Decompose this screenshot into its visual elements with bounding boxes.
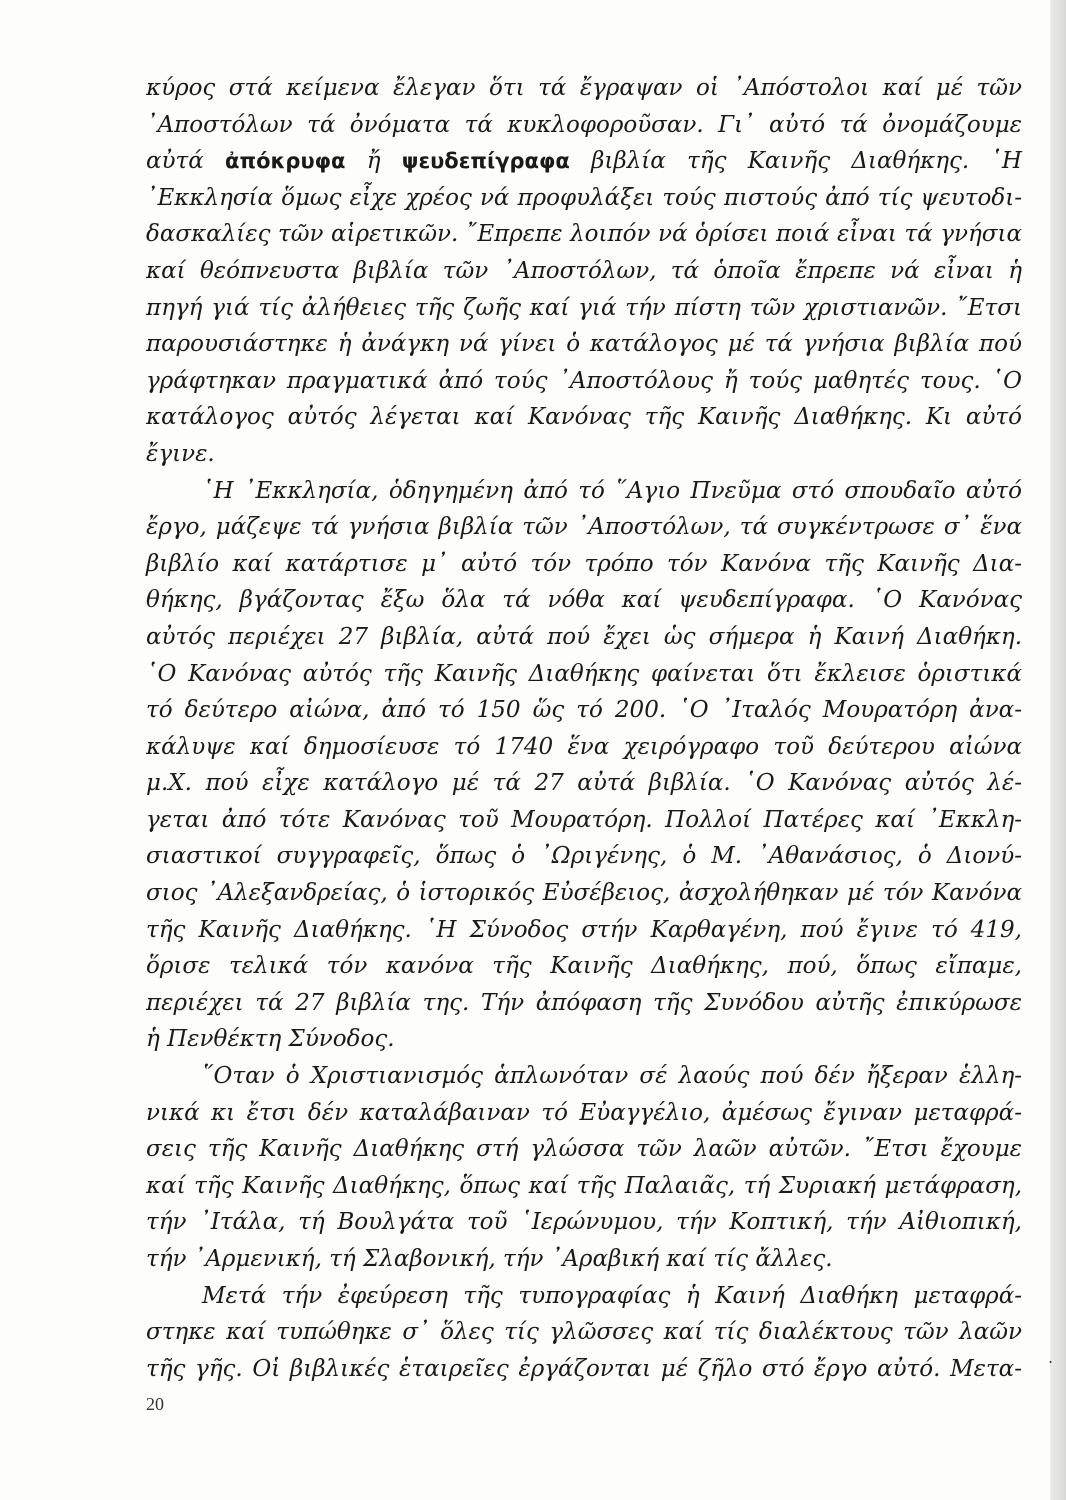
text-line: καί τῆς Καινῆς Διαθήκης, ὅπως καί τῆς Παλαιᾶς, τή Συριακή μετάφραση, xyxy=(146,1172,1022,1199)
body-text xyxy=(146,70,1022,1387)
text-line: ὅρισε τελικά τόν κανόνα τῆς Καινῆς Διαθήκης, πού, ὅπως εἴπαμε, xyxy=(146,953,1022,980)
text-line: ἔγινε. xyxy=(146,440,215,467)
text-line: περιέχει τά 27 βιβλία της. Τήν ἀπόφαση τῆς Συνόδου αὐτῆς ἐπικύρωσε xyxy=(146,989,1022,1016)
text-line: τῆς Καινῆς Διαθήκης. ῾Η Σύνοδος στήν Καρθαγένη, πού ἔγινε τό 419, xyxy=(146,916,1022,943)
text-line: τό δεύτερο αἰώνα, ἀπό τό 150 ὥς τό 200. ῾Ο ᾿Ιταλός Μουρατόρη ἀνα- xyxy=(146,697,1022,724)
text-line: μ.Χ. πού εἶχε κατάλογο μέ τά 27 αὐτά βιβλία. ῾Ο Κανόνας αὐτός λέ- xyxy=(146,770,1022,797)
bold-term-pseudepigrapha: ψευδεπίγραφα xyxy=(401,149,570,174)
page-number: 20 xyxy=(146,1394,164,1414)
text-segment: ἤ xyxy=(345,148,402,175)
text-line: στηκε καί τυπώθηκε σ᾿ ὅλες τίς γλῶσσες καί τίς διαλέκτους τῶν λαῶν xyxy=(146,1319,1022,1346)
text-line: ἔργο, μάζεψε τά γνήσια βιβλία τῶν ᾿Αποστόλων, τά συγκέντρωσε σ᾿ ἕνα xyxy=(146,514,1022,541)
text-line: αὐτός περιέχει 27 βιβλία, αὐτά πού ἔχει ὡς σήμερα ἡ Καινή Διαθήκη. xyxy=(146,623,1022,650)
text-line: ἡ Πενθέκτη Σύνοδος. xyxy=(146,1026,395,1053)
text-line: τήν ᾿Αρμενική, τή Σλαβονική, τήν ᾿Αραβική καί τίς ἄλλες. xyxy=(146,1246,833,1272)
text-line: πηγή γιά τίς ἀλήθειες τῆς ζωῆς καί γιά τήν πίστη τῶν χριστιανῶν. ῎Ετσι xyxy=(146,294,1022,321)
text-line: γράφτηκαν πραγματικά ἀπό τούς ᾿Αποστόλους ἤ τούς μαθητές τους. ῾Ο xyxy=(146,367,1022,394)
text-line: βιβλίο καί κατάρτισε μ᾿ αὐτό τόν τρόπο τόν Κανόνα τῆς Καινῆς Δια- xyxy=(146,550,1022,577)
text-line: παρουσιάστηκε ἡ ἀνάγκη νά γίνει ὁ κατάλογος μέ τά γνήσια βιβλία πού xyxy=(146,331,1022,358)
page-edge-shadow xyxy=(1050,0,1066,1500)
bold-term-apocrypha: ἀπόκρυφα xyxy=(225,149,346,174)
paragraph-start-line: ῞Οταν ὁ Χριστιανισμός ἁπλωνόταν σέ λαούς πού δέν ἤξεραν ἑλλη- xyxy=(202,1063,1022,1090)
text-line: κατάλογος αὐτός λέγεται καί Κανόνας τῆς Καινῆς Διαθήκης. Κι αὐτό xyxy=(146,404,1022,431)
text-line: ῾Ο Κανόνας αὐτός τῆς Καινῆς Διαθήκης φαίνεται ὅτι ἔκλεισε ὁριστικά xyxy=(146,660,1022,687)
text-line: σιαστικοί συγγραφεῖς, ὅπως ὁ ᾿Ωριγένης, ὁ Μ. ᾿Αθανάσιος, ὁ Διονύ- xyxy=(146,843,1022,870)
paragraph-start-line: ῾Η ᾿Εκκλησία, ὁδηγημένη ἀπό τό ῞Αγιο Πνεῦμα στό σπουδαῖο αὐτό xyxy=(202,477,1022,504)
text-line: σεις τῆς Καινῆς Διαθήκης στή γλώσσα τῶν λαῶν αὐτῶν. ῎Ετσι ἔχουμε xyxy=(146,1136,1022,1163)
text-line: ᾿Εκκλησία ὅμως εἶχε χρέος νά προφυλάξει τούς πιστούς ἀπό τίς ψευτοδι- xyxy=(146,184,1022,211)
text-line: γεται ἀπό τότε Κανόνας τοῦ Μουρατόρη. Πολλοί Πατέρες καί ᾿Εκκλη- xyxy=(146,806,1022,833)
text-line: νικά κι ἔτσι δέν καταλάβαιναν τό Εὐαγγέλιο, ἀμέσως ἔγιναν μεταφρά- xyxy=(146,1099,1022,1126)
text-line: τήν ᾿Ιτάλα, τή Βουλγάτα τοῦ ῾Ιερώνυμου, τήν Κοπτική, τήν Αἰθιοπική, xyxy=(146,1209,1022,1236)
text-line xyxy=(146,143,1022,180)
text-line: κάλυψε καί δημοσίευσε τό 1740 ἕνα χειρόγραφο τοῦ δεύτερου αἰώνα xyxy=(146,733,1022,760)
text-line: θήκης, βγάζοντας ἔξω ὅλα τά νόθα καί ψευδεπίγραφα. ῾Ο Κανόνας xyxy=(146,587,1022,614)
text-segment: αὐτά xyxy=(146,148,226,175)
text-line: τῆς γῆς. Οἱ βιβλικές ἑταιρεῖες ἐργάζονται μέ ζῆλο στό ἔργο αὐτό. Μετα- xyxy=(146,1355,1022,1382)
text-line: καί θεόπνευστα βιβλία τῶν ᾿Αποστόλων, τά ὁποῖα ἔπρεπε νά εἶναι ἡ xyxy=(146,257,1022,284)
text-line: ᾿Αποστόλων τά ὀνόματα τά κυκλοφοροῦσαν. Γι᾿ αὐτό τά ὀνομάζουμε xyxy=(146,111,1022,138)
text-line: κύρος στά κείμενα ἔλεγαν ὅτι τά ἔγραψαν οἱ ᾿Απόστολοι καί μέ τῶν xyxy=(146,75,1022,101)
text-line: σιος ᾿Αλεξανδρείας, ὁ ἱστορικός Εὐσέβειος, ἀσχολήθηκαν μέ τόν Κανόνα xyxy=(146,880,1022,907)
text-line: δασκαλίες τῶν αἱρετικῶν. ῎Επρεπε λοιπόν νά ὁρίσει ποιά εἶναι τά γνήσια xyxy=(146,221,1022,248)
paragraph-start-line: Μετά τήν ἐφεύρεση τῆς τυπογραφίας ἡ Καινή Διαθήκη μεταφρά- xyxy=(202,1282,1022,1309)
text-segment: βιβλία τῆς Καινῆς Διαθήκης. ῾Η xyxy=(569,148,1022,175)
margin-mark: . xyxy=(1048,1348,1054,1367)
